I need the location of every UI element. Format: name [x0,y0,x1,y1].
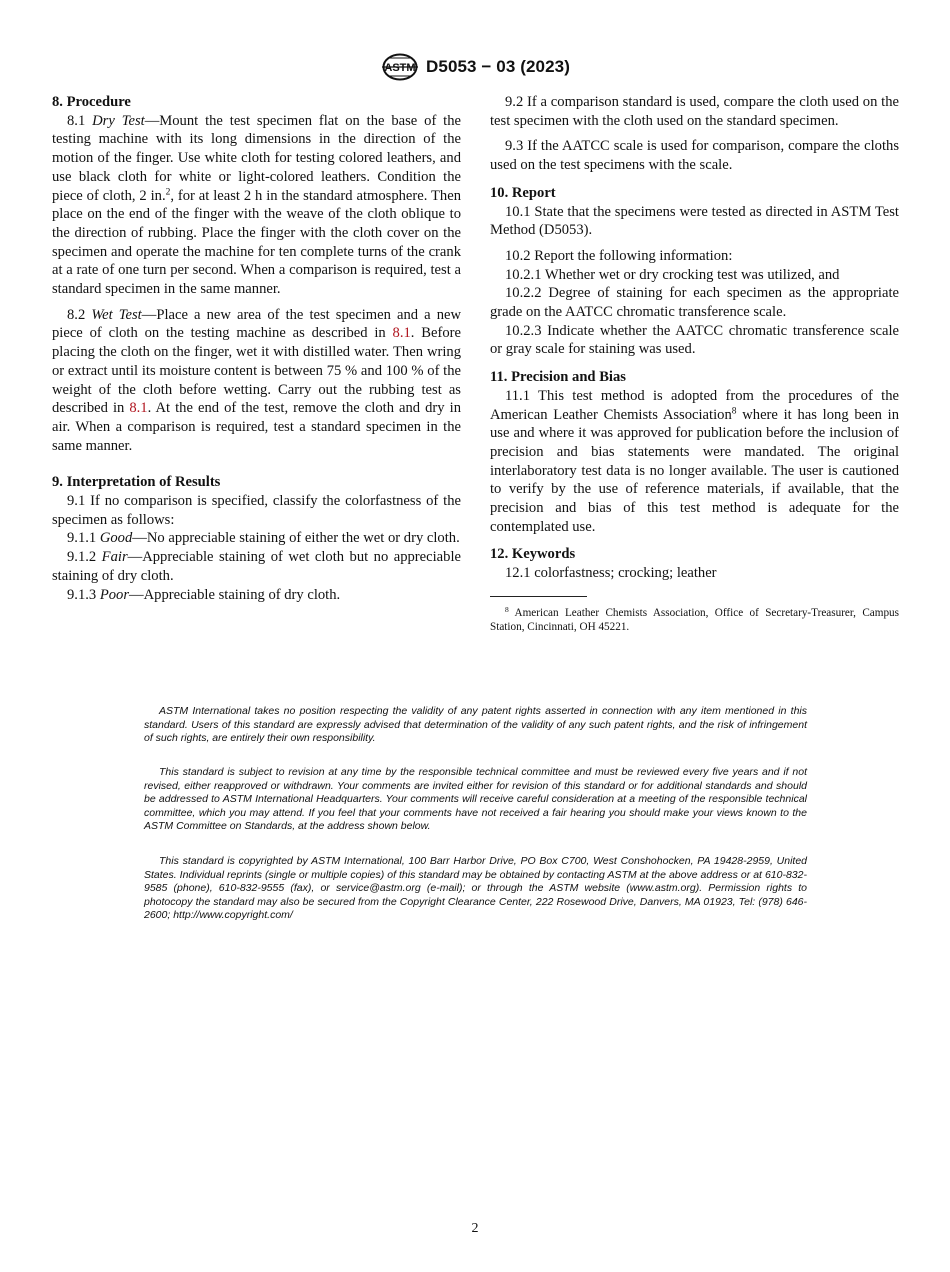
em-dash: — [144,112,160,129]
left-column [52,93,461,604]
para-10-2-1: 10.2.1 Whether wet or dry crocking test was utilized, and [505,266,840,283]
para-label: Wet Test [91,306,142,323]
section-11-heading: 11. Precision and Bias [490,369,626,386]
para-9-2: 9.2 If a comparison standard is used, compare the cloth used on the test specimen with the cloth used on the standard specimen. [490,94,899,129]
para-text: Appreciable staining of wet cloth but no appreciable staining of dry cloth. [52,549,461,584]
footnote-8 [490,606,899,634]
para-text: , for at least 2 h in the standard atmosphere. Then place on the end of the finger with the weave of the cloth oblique to the direction of rubbing. Place the finger with the cloth cover on the specimen and operate the machine for ten complete turns of the crank at a rate of one turn per second. When a comparison is required, test a standard specimen in the same manner. [52,187,461,298]
para-10-2: 10.2 Report the following information: [505,247,733,264]
copyright-notice: This standard is copyrighted by ASTM International, 100 Barr Harbor Drive, PO Box C700, West Conshohocken, PA 19428-2959, United States. Individual reprints (single or multiple copies) of this standard may be obtained by contacting ASTM at the above address or at 610-832-9585 (phone), 610-832-9555 (fax), or service@astm.org (e-mail); or through the ASTM website (www.astm.org). Permission rights to photocopy the standard may also be secured from the Copyright Clearance Center, 222 Rosewood Drive, Danvers, MA 01923, Tel: (978) 646-2600; http://www.copyright.com/ [144,855,807,922]
footnote-text: American Leather Chemists Association, Office of Secretary-Treasurer, Campus Station, Cincinnati, OH 45221. [490,606,899,633]
para-text: Place a new area of the test specimen and a new piece of cloth on the testing machine as described in [52,306,462,342]
para-9-1-2 [52,548,461,585]
para-number: 9.1.2 [67,549,102,566]
footnote-divider [490,596,587,597]
right-column [490,93,899,634]
page-number: 2 [471,1221,479,1236]
em-dash: — [132,530,147,547]
para-9-1: 9.1 If no comparison is specified, classify the colorfastness of the specimen as follows: [52,493,461,528]
para-9-3: 9.3 If the AATCC scale is used for comparison, compare the cloths used on the test specimens with the scale. [490,138,899,174]
para-label: Poor [99,586,130,603]
section-12-heading: 12. Keywords [490,546,576,563]
superscript: 2 [165,187,171,198]
section-10-heading: 10. Report [490,184,556,201]
para-12-1: 12.1 colorfastness; crocking; leather [505,565,717,582]
para-label: Dry Test [92,112,145,129]
xref-8-1[interactable]: 8.1 [129,400,148,417]
para-text: . At the end of the test, remove the cloth and dry in air. When a comparison is required, test a standard specimen in the same manner. [52,400,461,454]
para-number: 9.1.1 [67,530,100,547]
document-id: D5053 − 03 (2023) [426,57,570,76]
revision-notice: This standard is subject to revision at any time by the responsible technical committee and must be reviewed every five years and if not revised, either reapproved or withdrawn. Your comments are invited either for revision of this standard or for additional standards and should be addressed to ASTM International Headquarters. Your comments will receive careful consideration at a meeting of the responsible technical committee, which you may attend. If you feel that your comments have not received a fair hearing you should make your views known to the ASTM Committee on Standards, at the address shown below. [144,766,807,833]
para-10-2-2: 10.2.2 Degree of staining for each specimen as the appropriate grade on the AATCC chromatic transference scale. [490,285,899,321]
para-label: Good [99,530,133,547]
para-number: 8.2 [67,306,92,323]
para-text: 11.1 This test method is adopted from the procedures of the American Leather Chemists Association [490,387,899,423]
em-dash: — [129,586,144,603]
patent-notice: ASTM International takes no position respecting the validity of any patent rights asserted in connection with any item mentioned in this standard. Users of this standard are expressly advised that determination of the validity of any such patent rights, and the risk of infringement of such rights, are entirely their own responsibility. [144,705,807,745]
para-text: Appreciable staining of dry cloth. [143,586,341,603]
page-header [0,52,950,82]
para-9-1-3 [52,586,461,605]
para-text: Mount the test specimen flat on the base of the testing machine with its long dimensions in the direction of the motion of the finger. Use white cloth for testing colored leathers, and use black cloth for white or light-colored leathers. Condition the piece of cloth, 2 in. [52,112,462,204]
para-9-1-1 [52,529,461,548]
para-11-1 [490,387,899,537]
section-8-heading: 8. Procedure [52,94,131,110]
para-text: where it has long been in use and where it was approved for publication before the inclusion of precision and bias statements were mandated. The original interlaboratory test data is no longer available. The user is cautioned to verify by the use of reference materials, if available, that the precision and bias of this test method is adequate for the contemplated use. [490,406,900,535]
para-label: Fair [101,549,128,566]
para-number: 8.1 [67,112,93,129]
para-8-2 [52,306,461,456]
para-text: . Before placing the cloth on the finger, wet it with distilled water. Then wring or extract until its moisture content is between 75 % and 100 % of the weight of the cloth before wetting. Carry out the rubbing test as described in [52,325,461,417]
astm-logo [380,52,420,82]
xref-8-1[interactable]: 8.1 [392,325,411,342]
para-8-1 [52,112,461,299]
em-dash: — [127,549,143,566]
para-number: 9.1.3 [67,586,100,603]
footnote-ref: 8 [731,406,737,417]
footnote-number: 8 [505,604,509,614]
para-10-2-3: 10.2.3 Indicate whether the AATCC chromatic transference scale or gray scale for staining was used. [490,322,899,358]
section-9-heading: 9. Interpretation of Results [52,474,221,491]
para-text: No appreciable staining of either the wet or dry cloth. [146,530,460,547]
logo-text: ASTM [384,62,416,74]
para-10-1: 10.1 State that the specimens were tested as directed in ASTM Test Method (D5053). [490,203,899,239]
em-dash: — [141,306,157,323]
